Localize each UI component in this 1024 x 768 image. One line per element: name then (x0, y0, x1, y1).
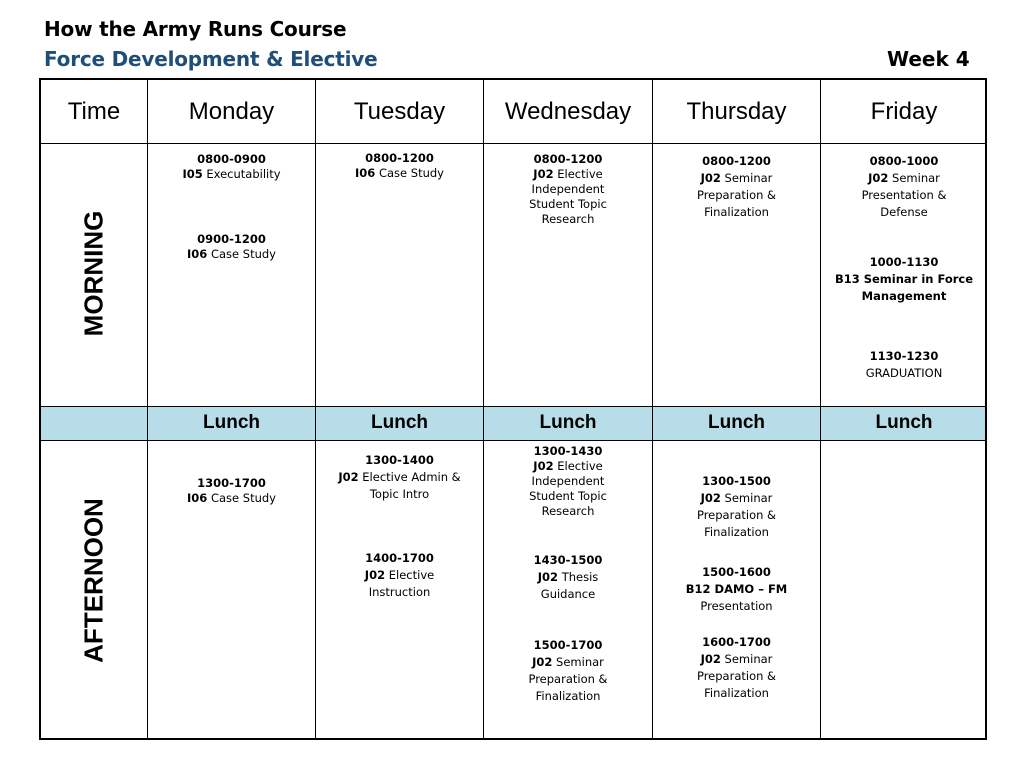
session-time: 1500-1700 (533, 638, 603, 652)
lunch-monday: Lunch (203, 412, 260, 433)
session-time: 1300-1400 (365, 453, 434, 467)
session-time: 0800-1200 (702, 154, 771, 168)
session-code: J02 (338, 470, 359, 484)
session-detail: Instruction (368, 585, 431, 599)
session-wednesday-morning-1 (484, 152, 652, 227)
session-desc: Executability (206, 167, 281, 181)
session-code: J02 (700, 652, 721, 666)
session-time: 0800-1000 (869, 154, 939, 168)
session-thursday-afternoon-2 (653, 564, 820, 615)
session-detail: Research (541, 504, 595, 518)
session-wednesday-afternoon-2 (484, 552, 652, 603)
header-divider (41, 143, 985, 144)
session-time: 1300-1700 (197, 476, 266, 490)
session-desc: Case Study (378, 166, 444, 180)
session-detail: Preparation & (696, 508, 777, 522)
session-time: 1300-1430 (533, 444, 603, 458)
session-code: J02 (533, 459, 554, 473)
session-tuesday-afternoon-2 (316, 550, 483, 601)
session-desc: Elective Admin & (362, 470, 461, 484)
session-time: 0900-1200 (197, 232, 266, 246)
session-desc: Seminar (724, 171, 773, 185)
session-desc: Case Study (210, 247, 276, 261)
session-code: I06 (187, 491, 208, 505)
column-header-time: Time (67, 97, 121, 125)
session-time: 1130-1230 (869, 349, 939, 363)
session-detail: Finalization (704, 205, 769, 219)
session-line: B13 Seminar in Force (834, 272, 974, 286)
session-time: 1430-1500 (533, 553, 603, 567)
session-code: I06 (187, 247, 208, 261)
session-code: J02 (868, 171, 889, 185)
session-time: 1600-1700 (702, 635, 771, 649)
session-time: 1000-1130 (869, 255, 939, 269)
session-desc: Elective (388, 568, 435, 582)
session-friday-morning-2 (821, 254, 987, 305)
week-label: Week 4 (887, 47, 970, 71)
session-detail: Independent (531, 182, 605, 196)
row-label-afternoon: AFTERNOON (78, 498, 109, 663)
session-code: J02 (364, 568, 386, 582)
session-detail: Preparation & (528, 672, 608, 686)
row-label-morning: MORNING (78, 210, 109, 337)
lunch-friday: Lunch (875, 412, 933, 433)
session-detail: Preparation & (696, 669, 777, 683)
session-detail: Finalization (704, 686, 769, 700)
session-detail: Independent (531, 474, 605, 488)
session-thursday-afternoon-3 (653, 634, 820, 702)
session-code: J02 (700, 491, 721, 505)
session-desc: Seminar (724, 652, 773, 666)
session-thursday-morning-1 (653, 153, 820, 221)
session-line: Management (861, 289, 947, 303)
session-desc: Seminar (556, 655, 604, 669)
session-detail: Finalization (704, 525, 769, 539)
column-header-tuesday: Tuesday (353, 97, 446, 125)
session-time: 1400-1700 (365, 551, 434, 565)
session-detail: Presentation (700, 599, 773, 613)
session-detail: Presentation & (861, 188, 947, 202)
session-detail: Defense (880, 205, 928, 219)
course-subtitle: Force Development & Elective (44, 47, 378, 71)
session-monday-morning-2 (148, 232, 315, 262)
session-code: J02 (533, 167, 554, 181)
column-header-thursday: Thursday (686, 97, 787, 125)
session-line: GRADUATION (865, 366, 943, 380)
session-wednesday-afternoon-1 (484, 444, 652, 519)
lunch-thursday: Lunch (708, 412, 765, 433)
session-tuesday-afternoon-1 (316, 452, 483, 503)
session-friday-morning-1 (821, 153, 987, 221)
session-line: B12 DAMO – FM (685, 582, 788, 596)
session-code: J02 (537, 570, 559, 584)
session-tuesday-morning-1 (316, 151, 483, 181)
session-desc: Seminar (720, 491, 773, 505)
session-desc: Thesis (561, 570, 599, 584)
session-detail: Topic Intro (369, 487, 430, 501)
column-header-friday: Friday (870, 97, 938, 125)
lunch-tuesday: Lunch (371, 412, 428, 433)
session-monday-afternoon-1 (148, 476, 315, 506)
session-monday-morning-1 (148, 152, 315, 182)
session-time: 0800-1200 (533, 152, 603, 166)
session-code: J02 (532, 655, 553, 669)
session-time: 0800-0900 (197, 152, 266, 166)
session-code: I05 (182, 167, 203, 181)
session-friday-morning-3 (821, 348, 987, 382)
column-header-monday: Monday (188, 97, 275, 125)
session-detail: Student Topic (529, 489, 607, 503)
session-code: J02 (700, 171, 721, 185)
course-title: How the Army Runs Course (44, 17, 347, 41)
session-detail: Finalization (535, 689, 601, 703)
session-wednesday-afternoon-3 (484, 637, 652, 705)
session-time: 0800-1200 (365, 151, 434, 165)
session-desc: Case Study (210, 491, 276, 505)
session-time: 1500-1600 (702, 565, 771, 579)
session-detail: Student Topic (529, 197, 607, 211)
session-detail: Research (541, 212, 595, 226)
lunch-wednesday: Lunch (539, 412, 597, 433)
session-thursday-afternoon-1 (653, 473, 820, 541)
session-desc: Elective (557, 459, 603, 473)
column-header-wednesday: Wednesday (504, 97, 632, 125)
session-desc: Elective (553, 167, 603, 181)
session-time: 1300-1500 (702, 474, 771, 488)
session-detail: Preparation & (696, 188, 777, 202)
session-detail: Guidance (540, 587, 596, 601)
session-desc: Seminar (892, 171, 940, 185)
lunch-divider (41, 440, 985, 441)
session-code: I06 (355, 166, 376, 180)
schedule-table (39, 78, 987, 740)
